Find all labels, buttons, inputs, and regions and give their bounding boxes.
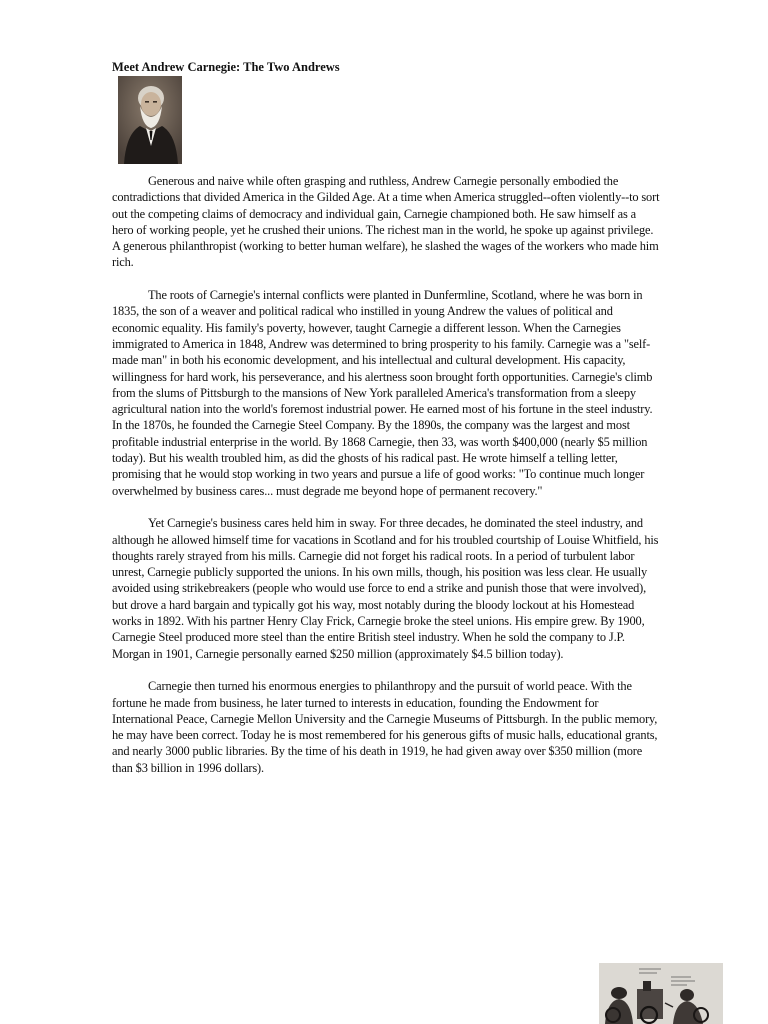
article-body [112, 173, 660, 792]
paragraph-4: Carnegie then turned his enormous energies to philanthropy and the pursuit of world peace. With the fortune he made from business, he later turned to interests in education, founding the Endowment for International Peace, Carnegie Mellon University and the Carnegie Museums of Pittsburgh. In the public memory, he may have been correct. Today he is most remembered for his generous gifts of music halls, educational grants, and nearly 3000 public libraries. By the time of his death in 1919, he had given away over $350 million (more than $3 billion in 1996 dollars). [112, 679, 658, 775]
political-cartoon-image [599, 963, 723, 1024]
portrait-photo [118, 76, 182, 164]
document-title: Meet Andrew Carnegie: The Two Andrews [112, 60, 340, 74]
paragraph-1: Generous and naive while often grasping and ruthless, Andrew Carnegie personally embodied the contradictions that divided America in the Gilded Age. At a time when America struggled--often violently--to sort out the competing claims of democracy and individual gain, Carnegie championed both. He saw himself as a hero of working people, yet he crushed their unions. The richest man in the world, he spoke up against privilege. A generous philanthropist (working to better human welfare), he slashed the wages of the workers who made him rich. [112, 174, 660, 270]
paragraph-2: The roots of Carnegie's internal conflicts were planted in Dunfermline, Scotland, where he was born in 1835, the son of a weaver and political radical who instilled in young Andrew the values of political and economic equality. His family's poverty, however, taught Carnegie a different lesson. When the Carnegies immigrated to America in 1848, Andrew was determined to bring prosperity to his family. Carnegie was a "self-made man" in both his economic development, and his intellectual and cultural development. His capacity, willingness for hard work, his perseverance, and his alertness soon brought forth opportunities. Carnegie's climb from the slums of Pittsburgh to the mansions of New York paralleled America's transformation from a sleepy agricultural nation into the world's foremost industrial power. He earned most of his fortune in the steel industry. In the 1870s, he founded the Carnegie Steel Company. By the 1890s, the company was the largest and most profitable industrial enterprise in the world. By 1868 Carnegie, then 33, was worth $400,000 (nearly $5 million today). But his wealth troubled him, as did the ghosts of his radical past. He wrote himself a telling letter, promising that he would stop working in two years and pursue a life of good works: "To continue much longer overwhelmed by business cares... must degrade me beyond hope of permanent recovery." [112, 288, 653, 498]
paragraph-3: Yet Carnegie's business cares held him in sway. For three decades, he dominated the steel industry, and although he allowed himself time for vacations in Scotland and for his troubled courtship of Louise Whitfield, his thoughts rarely strayed from his mills. Carnegie did not forget his radical roots. In a period of turbulent labor unrest, Carnegie publicly supported the unions. In his own mills, though, his position was less clear. He usually avoided using strikebreakers (people who would use force to end a strike and punish those that were involved), but drove a hard bargain and typically got his way, most notably during the bloody lockout at his Homestead works in 1892. With his partner Henry Clay Frick, Carnegie broke the steel unions. His empire grew. By 1900, Carnegie Steel produced more steel than the entire British steel industry. When he sold the company to J.P. Morgan in 1901, Carnegie personally earned $250 million (approximately $4.5 billion today). [112, 516, 659, 661]
